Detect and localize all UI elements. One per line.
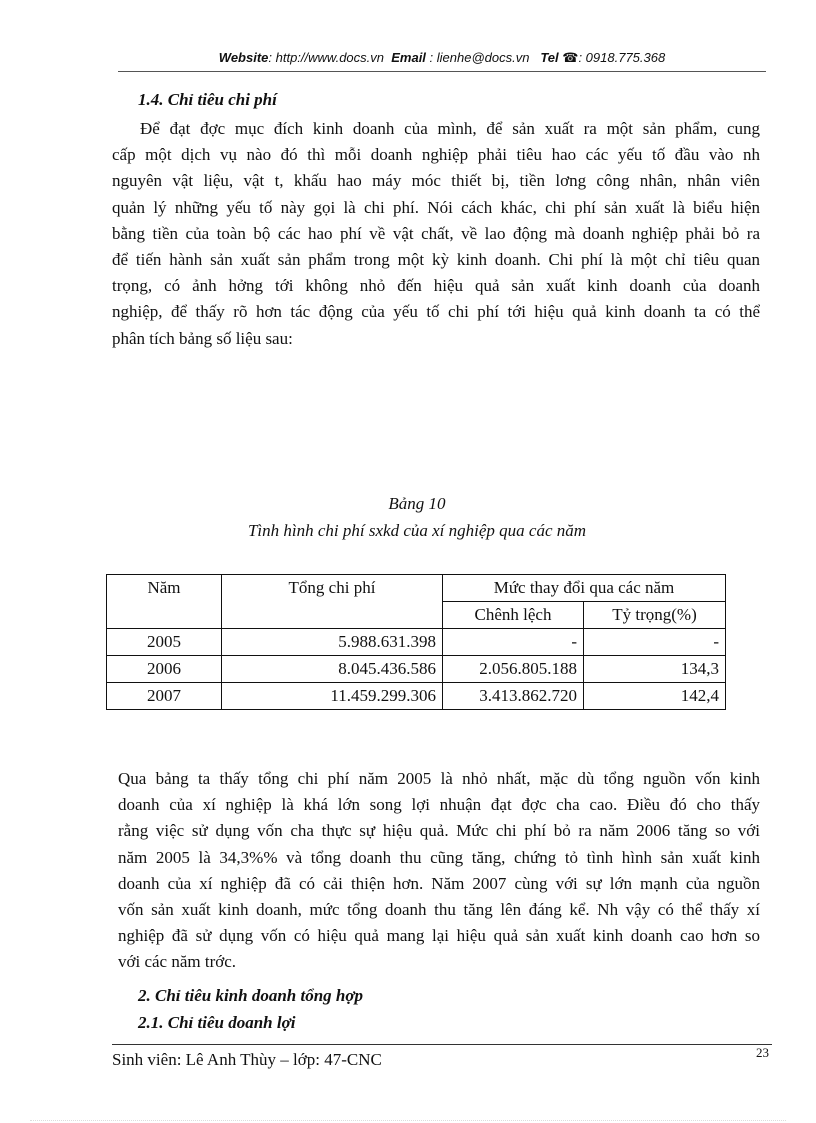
text-line: Qua bảng ta thấy tổng chi phí năm 2005 là nhỏ nhất, mặc dù tổng nguồn vốn kinh bbox=[118, 769, 760, 788]
text-line: cấp một dịch vụ nào đó thì mỗi doanh nghiệp phải tiêu hao các yếu tố đầu vào nh bbox=[112, 145, 760, 165]
section-heading-1-4: 1.4. Chỉ tiêu chi phí bbox=[138, 90, 277, 109]
cell-ratio: 134,3 bbox=[584, 656, 726, 683]
website-label: Website bbox=[218, 50, 269, 65]
cell-total: 11.459.299.306 bbox=[222, 683, 443, 710]
text-line: doanh của xí nghiệp đã có cải thiện hơn. Năm 2007 cùng với sự lớn mạnh của nguồn bbox=[118, 873, 760, 893]
tel-label: Tel bbox=[540, 50, 559, 65]
table-row bbox=[107, 629, 726, 656]
header-ratio: Tỷ trọng(%) bbox=[584, 602, 726, 629]
cell-year: 2005 bbox=[107, 629, 222, 656]
section-heading-2-1: 2.1. Chỉ tiêu doanh lợi bbox=[138, 1013, 296, 1032]
text-line: nghiệp, để thấy rõ hơn tác động của yếu tố chi phí tới hiệu quả kinh doanh ta có thể bbox=[112, 302, 760, 322]
paragraph-analysis bbox=[118, 766, 760, 976]
page-bottom-divider bbox=[30, 1120, 786, 1121]
header-year: Năm bbox=[107, 575, 222, 629]
cell-ratio: - bbox=[584, 629, 726, 656]
text-line: nguyên vật liệu, vật t, khấu hao máy móc thiết bị, tiền lơng công nhân, nhân viên bbox=[112, 171, 760, 191]
text-line: quản lý những yếu tố này gọi là chi phí. Nói cách khác, chi phí sản xuất là biểu hiện bbox=[112, 197, 760, 217]
text-line: để tiến hành sản xuất sản phẩm trong một kỳ kinh doanh. Chi phí là một chỉ tiêu quan bbox=[112, 250, 760, 270]
footer-student: Sinh viên: Lê Anh Thùy – lớp: 47-CNC bbox=[112, 1050, 382, 1069]
cell-diff: 2.056.805.188 bbox=[443, 656, 584, 683]
text-line: phân tích bảng số liệu sau: bbox=[112, 328, 293, 348]
text-line: vốn sản xuất kinh doanh, mức tổng doanh thu tăng lên đáng kể. Nh vậy có thể thấy xí bbox=[118, 900, 760, 920]
paragraph-cost bbox=[112, 116, 760, 352]
section-heading-2: 2. Chỉ tiêu kinh doanh tổng hợp bbox=[138, 986, 364, 1005]
page-number: 23 bbox=[756, 1045, 769, 1060]
page-header bbox=[118, 50, 766, 66]
cell-diff: 3.413.862.720 bbox=[443, 683, 584, 710]
email-value[interactable]: : lienhe@docs.vn bbox=[429, 50, 530, 65]
table-header-row bbox=[107, 575, 726, 602]
text-line: bằng tiền của toàn bộ các hao phí về vật chất, về lao động mà doanh nghiệp phải bỏ ra bbox=[112, 223, 760, 243]
footer-divider bbox=[112, 1044, 772, 1045]
text-line: rằng việc sử dụng vốn cha thực sự hiệu quả. Mức chi phí bỏ ra năm 2006 tăng so với bbox=[118, 821, 760, 841]
cell-diff: - bbox=[443, 629, 584, 656]
cell-total: 8.045.436.586 bbox=[222, 656, 443, 683]
text-line: năm 2005 là 34,3%% và tổng doanh thu cũng tăng, chứng tỏ tình hình sản xuất kinh bbox=[118, 847, 760, 867]
table-row bbox=[107, 656, 726, 683]
table-row bbox=[107, 683, 726, 710]
text-line: trọng, có ảnh hởng tới không nhỏ đến hiệu quả sản xuất kinh doanh của doanh bbox=[112, 276, 760, 296]
website-value[interactable]: : http://www.docs.vn bbox=[268, 50, 384, 65]
table-caption: Bảng 10 bbox=[388, 494, 446, 513]
cell-year: 2007 bbox=[107, 683, 222, 710]
email-label: Email bbox=[391, 50, 426, 65]
tel-value: : 0918.775.368 bbox=[578, 50, 666, 65]
cell-year: 2006 bbox=[107, 656, 222, 683]
header-diff: Chênh lệch bbox=[443, 602, 584, 629]
phone-icon: ☎ bbox=[562, 50, 579, 65]
cell-total: 5.988.631.398 bbox=[222, 629, 443, 656]
text-line: Để đạt đợc mục đích kinh doanh của mình, để sản xuất ra một sản phẩm, cung bbox=[140, 119, 760, 138]
cell-ratio: 142,4 bbox=[584, 683, 726, 710]
header-change-group: Mức thay đổi qua các năm bbox=[443, 575, 726, 602]
header-total: Tổng chi phí bbox=[222, 575, 443, 629]
text-line: nghiệp đã sử dụng vốn có hiệu quả mang lại hiệu quả sản xuất kinh doanh cao hơn so bbox=[118, 926, 760, 946]
cost-table bbox=[106, 574, 726, 710]
table-subtitle: Tình hình chi phí sxkd của xí nghiệp qua các năm bbox=[247, 521, 587, 540]
text-line: với các năm trớc. bbox=[118, 952, 237, 972]
header-divider bbox=[118, 71, 766, 72]
text-line: doanh của xí nghiệp là khá lớn song lợi nhuận đạt đợc cha cao. Điều đó cho thấy bbox=[118, 795, 760, 815]
